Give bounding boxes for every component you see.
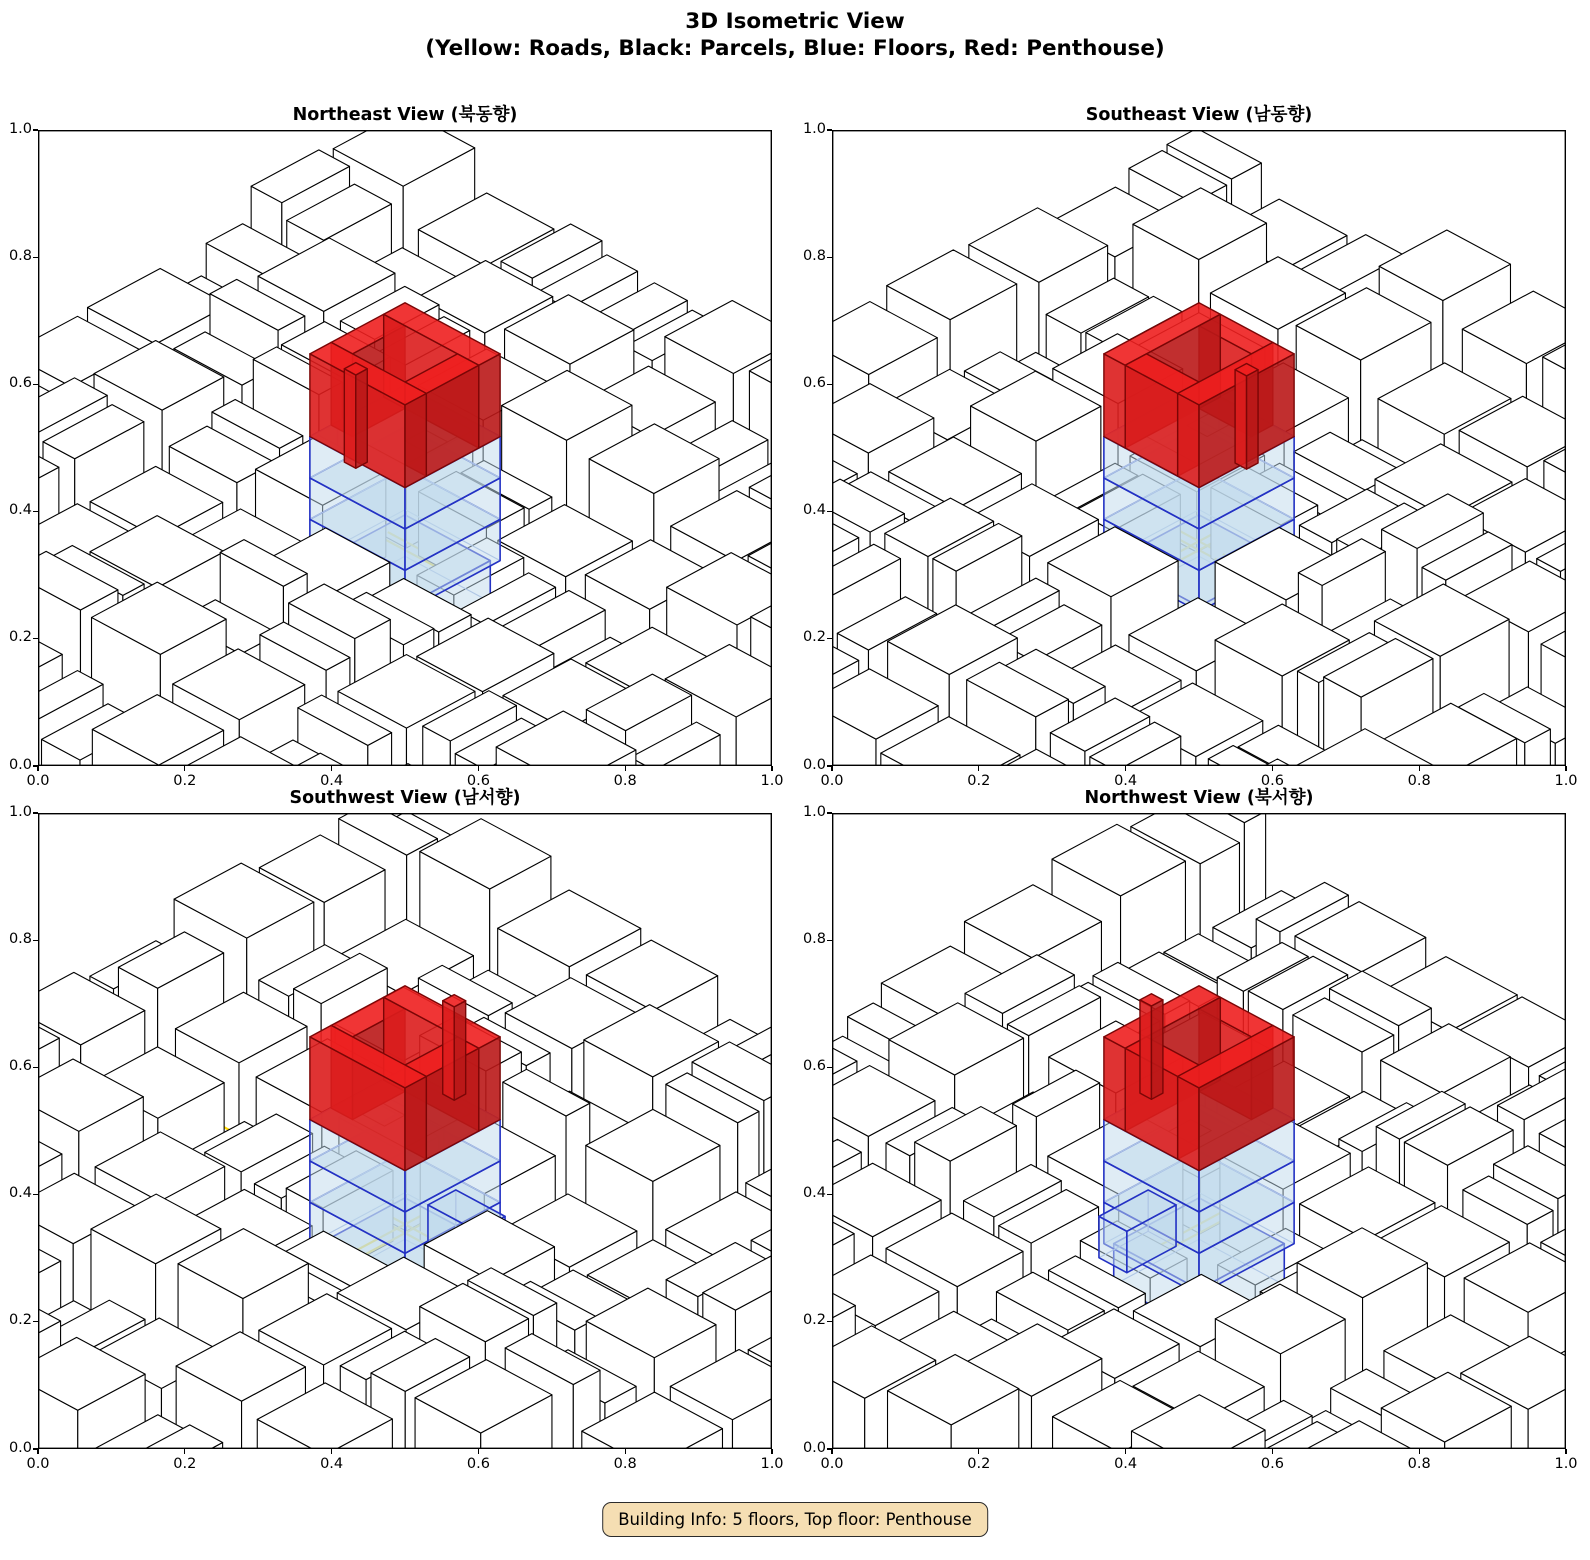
- city-layer: [38, 130, 772, 766]
- tick-mark: [33, 812, 38, 813]
- tick-mark: [978, 766, 979, 771]
- tick-mark: [827, 129, 832, 130]
- tick-mark: [1125, 766, 1126, 771]
- subplot-title: Northwest View (북서향): [1084, 788, 1314, 808]
- tick-label: 0.0: [8, 756, 32, 773]
- tick-label: 0.4: [8, 1185, 32, 1202]
- tick-mark: [827, 384, 832, 385]
- isometric-scene: [38, 130, 772, 766]
- tick-label: 0.2: [967, 1456, 991, 1472]
- tick-mark: [831, 766, 832, 771]
- tick-mark: [827, 765, 832, 766]
- tick-mark: [33, 940, 38, 941]
- isometric-scene: [38, 813, 772, 1449]
- tick-label: 0.8: [802, 930, 826, 947]
- figure-title: 3D Isometric View: [685, 9, 905, 34]
- tick-label: 0.4: [8, 502, 32, 519]
- tick-label: 0.8: [1407, 773, 1431, 789]
- tick-mark: [827, 638, 832, 639]
- tick-label: 0.6: [802, 374, 826, 391]
- tick-mark: [827, 1448, 832, 1449]
- tick-mark: [827, 940, 832, 941]
- isometric-scene: [832, 813, 1566, 1449]
- tick-mark: [1272, 1449, 1273, 1454]
- subplot-title: Southwest View (남서향): [289, 788, 521, 808]
- tick-label: 0.8: [613, 773, 637, 789]
- tick-label: 0.6: [8, 1057, 32, 1074]
- tick-mark: [184, 1449, 185, 1454]
- tick-mark: [478, 1449, 479, 1454]
- tick-label: 0.0: [8, 1439, 32, 1456]
- tick-mark: [625, 1449, 626, 1454]
- tick-mark: [827, 812, 832, 813]
- tick-label: 0.2: [173, 1456, 197, 1472]
- tick-label: 0.8: [8, 930, 32, 947]
- tick-label: 0.6: [1260, 1456, 1284, 1472]
- tick-label: 0.4: [1114, 1456, 1138, 1472]
- tick-label: 0.4: [802, 1185, 826, 1202]
- tick-mark: [33, 638, 38, 639]
- tick-mark: [33, 1448, 38, 1449]
- subplot-title: Northeast View (북동향): [292, 105, 518, 125]
- tick-label: 0.8: [802, 247, 826, 264]
- tick-mark: [827, 511, 832, 512]
- tick-mark: [978, 1449, 979, 1454]
- tick-mark: [831, 1449, 832, 1454]
- tick-mark: [33, 1321, 38, 1322]
- tick-mark: [478, 766, 479, 771]
- tick-label: 1.0: [760, 1456, 784, 1472]
- tick-label: 0.6: [466, 1456, 490, 1472]
- tick-label: 0.6: [8, 374, 32, 391]
- subplot-title: Southeast View (남동향): [1085, 105, 1313, 125]
- tick-label: 1.0: [1554, 1456, 1578, 1472]
- tick-label: 0.2: [8, 629, 32, 646]
- tick-mark: [827, 1067, 832, 1068]
- tick-label: 0.4: [320, 773, 344, 789]
- tick-label: 0.6: [466, 773, 490, 789]
- tick-mark: [33, 129, 38, 130]
- tick-label: 0.4: [1114, 773, 1138, 789]
- subplot-northwest: [802, 788, 1578, 1472]
- tick-label: 0.2: [173, 773, 197, 789]
- tick-mark: [33, 1067, 38, 1068]
- tick-mark: [1125, 1449, 1126, 1454]
- tick-label: 1.0: [802, 803, 826, 820]
- tick-label: 0.0: [820, 1456, 844, 1472]
- tick-label: 0.4: [320, 1456, 344, 1472]
- tick-mark: [1419, 766, 1420, 771]
- isometric-scene: [832, 130, 1566, 766]
- tick-label: 0.0: [802, 1439, 826, 1456]
- tick-mark: [625, 766, 626, 771]
- tick-mark: [33, 257, 38, 258]
- tick-mark: [331, 766, 332, 771]
- tick-label: 1.0: [1554, 773, 1578, 789]
- tick-label: 0.8: [8, 247, 32, 264]
- tick-mark: [827, 257, 832, 258]
- tick-label: 0.6: [802, 1057, 826, 1074]
- tick-label: 0.0: [26, 773, 50, 789]
- tick-mark: [184, 766, 185, 771]
- figure-subtitle-legend: (Yellow: Roads, Black: Parcels, Blue: Floors, Red: Penthouse): [425, 36, 1165, 61]
- tick-mark: [827, 1194, 832, 1195]
- tick-mark: [33, 765, 38, 766]
- tick-label: 0.8: [613, 1456, 637, 1472]
- tick-mark: [1272, 766, 1273, 771]
- city-layer: [38, 813, 772, 1449]
- city-layer: [832, 813, 1566, 1449]
- building-info-box: [602, 1502, 988, 1537]
- tick-mark: [1565, 1449, 1566, 1454]
- tick-mark: [33, 384, 38, 385]
- tick-mark: [771, 1449, 772, 1454]
- tick-label: 1.0: [8, 120, 32, 137]
- city-layer: [832, 130, 1566, 766]
- tick-label: 0.2: [967, 773, 991, 789]
- tick-label: 0.0: [802, 756, 826, 773]
- subplot-southwest: [8, 788, 784, 1472]
- tick-label: 1.0: [802, 120, 826, 137]
- tick-label: 1.0: [760, 773, 784, 789]
- subplot-northeast: [8, 105, 784, 789]
- tick-mark: [33, 1194, 38, 1195]
- tick-mark: [771, 766, 772, 771]
- tick-mark: [37, 766, 38, 771]
- tick-mark: [37, 1449, 38, 1454]
- tick-mark: [331, 1449, 332, 1454]
- tick-mark: [33, 511, 38, 512]
- tick-label: 0.2: [802, 1312, 826, 1329]
- tick-label: 1.0: [8, 803, 32, 820]
- tick-label: 0.4: [802, 502, 826, 519]
- building-info-text: Building Info: 5 floors, Top floor: Penthouse: [618, 1510, 972, 1529]
- tick-mark: [827, 1321, 832, 1322]
- tick-label: 0.6: [1260, 773, 1284, 789]
- tick-label: 0.0: [820, 773, 844, 789]
- tick-label: 0.8: [1407, 1456, 1431, 1472]
- tick-label: 0.0: [26, 1456, 50, 1472]
- subplot-southeast: [802, 105, 1578, 789]
- tick-label: 0.2: [8, 1312, 32, 1329]
- tick-mark: [1565, 766, 1566, 771]
- tick-label: 0.2: [802, 629, 826, 646]
- tick-mark: [1419, 1449, 1420, 1454]
